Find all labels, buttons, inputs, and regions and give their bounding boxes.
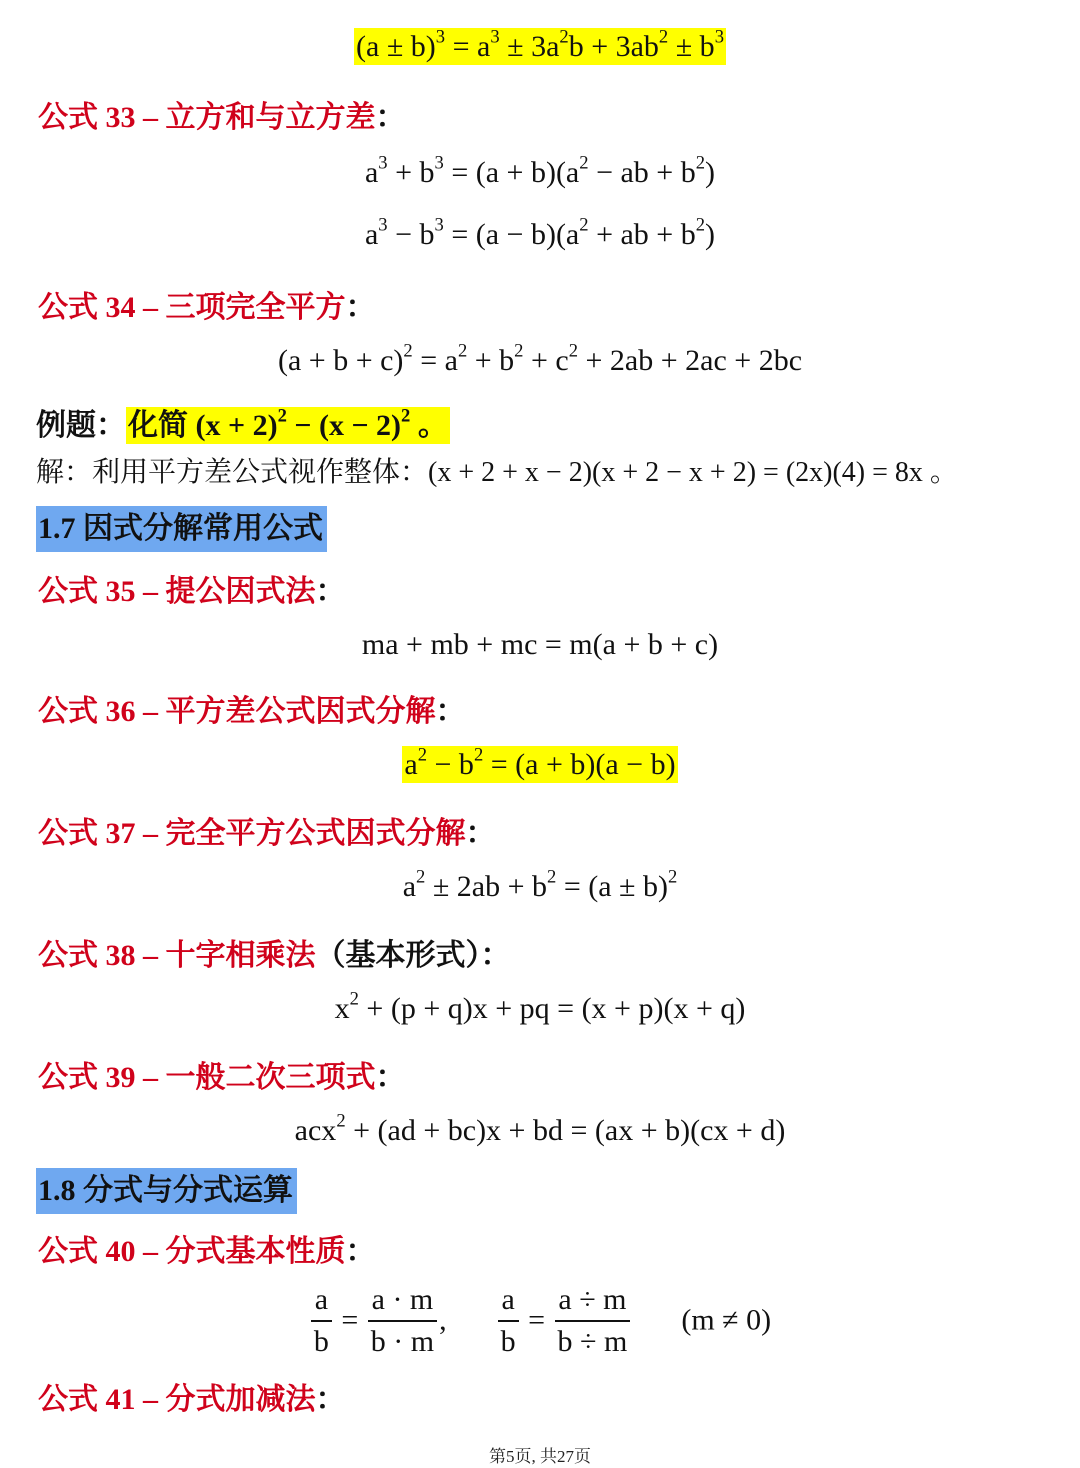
highlighted-equation: $a^2 - b^2 = (a + b)(a - b)$ <box>404 744 676 781</box>
formula-34-heading: 公式 34 – 三项完全平方： <box>38 291 376 324</box>
equation-fraction-property: $\frac{a}{b}$ = $\frac{a \cdot m}{b \cdot m}$ , $\frac{a}{b}$ = $\frac{a \div m}{b \div m}$ (m ≠ 0) <box>0 1284 1080 1357</box>
formula-37-heading: 公式 37 – 完全平方公式因式分解： <box>38 817 496 850</box>
fraction: $\frac{a \div m}{b \div m}$ <box>555 1284 631 1357</box>
fraction: $\frac{a}{b}$ <box>311 1284 332 1357</box>
highlighted-equation: $(a \pm b)^3 = a^3 \pm 3a^2b + 3ab^2 \pm b^3$ <box>356 26 724 63</box>
formula-38-heading: 公式 38 – 十字相乘法（基本形式）： <box>38 939 511 972</box>
example-highlight: 化简 $(x + 2)^2 - (x - 2)^2$ 。 <box>128 405 448 442</box>
formula-39-heading: 公式 39 – 一般二次三项式： <box>38 1061 406 1094</box>
equation-difference-of-squares <box>0 744 1080 781</box>
fraction: $\frac{a \cdot m}{b \cdot m}$ <box>368 1284 437 1357</box>
fraction: $\frac{a}{b}$ <box>498 1284 519 1357</box>
formula-36-heading: 公式 36 – 平方差公式因式分解： <box>38 695 466 728</box>
equation-common-factor: ma + mb + mc = m(a + b + c) <box>361 628 719 661</box>
formula-40-heading: 公式 40 – 分式基本性质： <box>38 1235 376 1268</box>
equation-sum-of-cubes: $a^3 + b^3 = (a + b)(a^2$ − ab + $b^2$) <box>364 152 716 189</box>
example-line: 例题：化简 $(x + 2)^2 - (x - 2)^2$ 。 <box>36 405 448 442</box>
page-footer: 第5页, 共27页 <box>489 1447 591 1466</box>
formula-33-heading: 公式 33 – 立方和与立方差： <box>38 101 406 134</box>
equation-cross-multiplication: $x^2 + (p + q)x$ + pq = (x + p)(x + q) <box>334 988 746 1025</box>
solution-line: 解：利用平方差公式视作整体：(x + 2 + x − 2)(x + 2 − x + 2) = (2x)(4) = 8x 。 <box>36 457 958 488</box>
equation-cube-of-sum <box>0 26 1080 63</box>
equation-trinomial-square: $(a + b + c)^2 = a^2 + b^2 + c^2 + 2ab + 2ac + 2bc$ <box>277 340 803 377</box>
equation-difference-of-cubes: $a^3 - b^3 = (a - b)(a^2$ + ab + $b^2$) <box>364 214 716 251</box>
formula-35-heading: 公式 35 – 提公因式法： <box>38 575 346 608</box>
equation-perfect-square: $a^2 \pm 2ab + b^2 = (a \pm b)^2$ <box>402 866 678 903</box>
section-1-7-heading: 1.7 因式分解常用公式 <box>36 506 327 552</box>
section-1-8-heading: 1.8 分式与分式运算 <box>36 1168 297 1214</box>
equation-general-quadratic: acx$^2$ + (ad + bc)x + bd = (ax + b)(cx + d) <box>294 1110 786 1147</box>
formula-41-heading: 公式 41 – 分式加减法： <box>38 1383 346 1416</box>
